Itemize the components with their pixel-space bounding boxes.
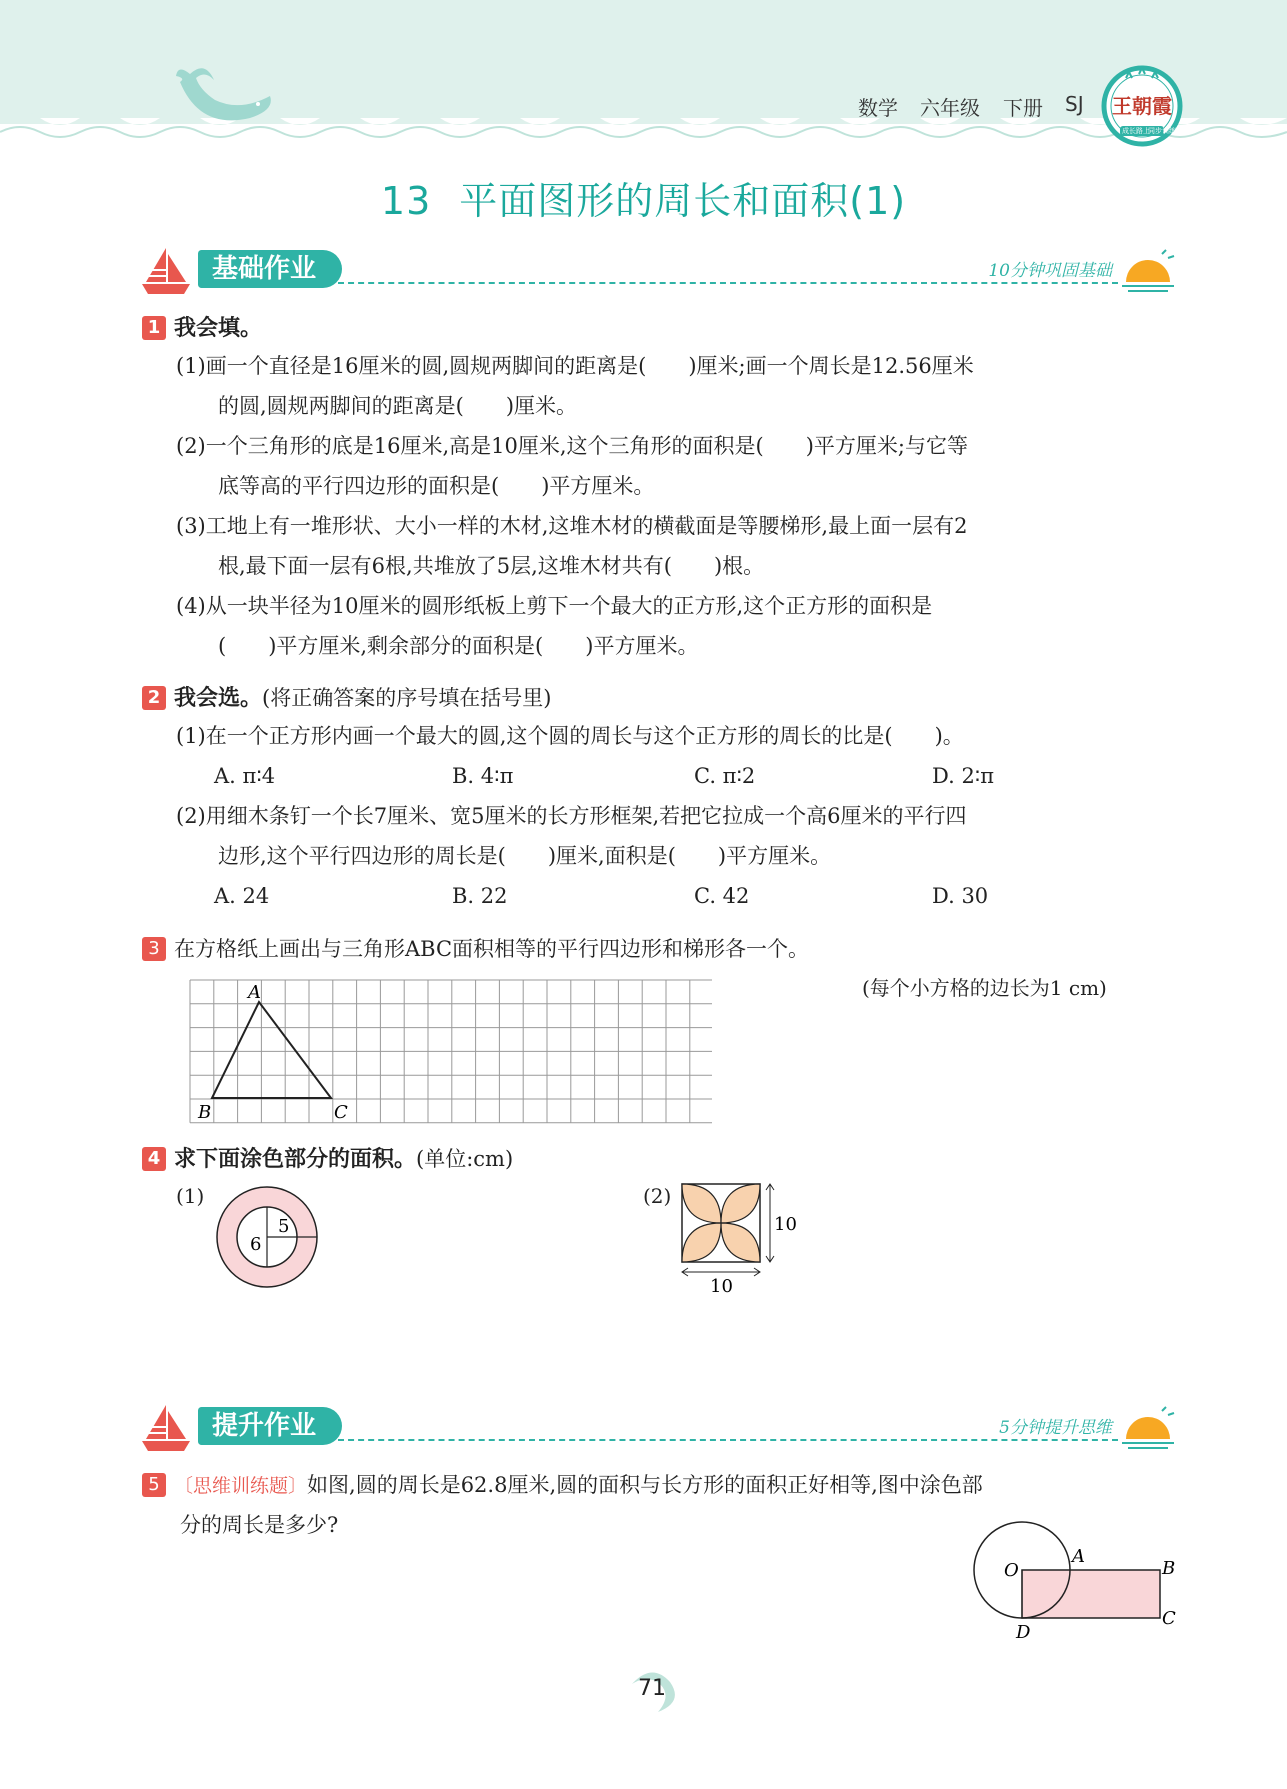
triangle-abc	[212, 1002, 331, 1098]
q2-p1-option-a: A. π∶4	[214, 764, 276, 788]
q3-note: (每个小方格的边长为1 cm)	[862, 976, 1107, 1000]
q2-p2-line-1: (2)用细木条钉一个长7厘米、宽5厘米的长方形框架,若把它拉成一个高6厘米的平行四	[176, 804, 967, 828]
header-volume: 下册	[1003, 96, 1043, 120]
q4-unit: (单位:cm)	[416, 1147, 514, 1171]
q2-number: 2	[142, 686, 166, 710]
q1-line-4: 底等高的平行四边形的面积是( )平方厘米。	[218, 474, 655, 498]
lesson-number: 13	[380, 179, 432, 223]
label-a: A	[1072, 1546, 1085, 1567]
sun-icon	[1118, 1403, 1178, 1453]
q2-p2-option-c: C. 42	[694, 884, 750, 908]
petal-bottom-label: 10	[710, 1276, 733, 1297]
section-label: 提升作业	[198, 1407, 342, 1445]
q2-p1-option-b: B. 4∶π	[452, 764, 514, 788]
banner-divider	[338, 282, 1118, 284]
q2-heading	[142, 681, 551, 712]
q3-heading	[142, 933, 809, 963]
ring-outer-label: 6	[250, 1234, 262, 1255]
q1-line-3: (2)一个三角形的底是16厘米,高是10厘米,这个三角形的面积是( )平方厘米;与它等	[176, 434, 968, 458]
grid-lines	[190, 980, 712, 1123]
q1-line-8: ( )平方厘米,剩余部分的面积是( )平方厘米。	[218, 634, 699, 658]
petal-side-label: 10	[774, 1214, 797, 1235]
sun-icon	[1118, 246, 1178, 296]
label-c: C	[334, 1102, 348, 1123]
q4-heading-text: 求下面涂色部分的面积。	[174, 1147, 417, 1172]
q1-number: 1	[142, 316, 166, 340]
q2-p2-option-d: D. 30	[932, 884, 989, 908]
q5-line-2: 分的周长是多少?	[180, 1513, 339, 1537]
q5-tag: 〔思维训练题〕	[174, 1475, 308, 1497]
label-b: B	[1162, 1558, 1176, 1579]
q1-line-1: (1)画一个直径是16厘米的圆,圆规两脚间的距离是( )厘米;画一个周长是12.56厘米	[176, 354, 974, 378]
brand-sub: 成长路上	[1122, 127, 1150, 135]
section-time-note: 5分钟提升思维	[999, 1418, 1112, 1438]
q2-p2-option-a: A. 24	[214, 884, 270, 908]
label-b: B	[198, 1102, 212, 1123]
header-subject: 数学	[858, 96, 898, 120]
section-banner-basic	[138, 240, 1178, 300]
brand-sub-2: 同步训练	[1148, 127, 1176, 135]
q2-heading-text: 我会选。	[174, 686, 263, 711]
header-grade: 六年级	[920, 96, 980, 120]
q5-number: 5	[142, 1473, 166, 1497]
q2-p1-option-c: C. π∶2	[694, 764, 756, 788]
q5-figure	[960, 1510, 1180, 1645]
q2-p1-line: (1)在一个正方形内画一个最大的圆,这个圆的周长与这个正方形的周长的比是( )。	[176, 724, 964, 748]
banner-divider	[338, 1439, 1118, 1441]
section-banner-advanced	[138, 1397, 1178, 1457]
q4-petal-figure	[678, 1180, 808, 1300]
q4-fig1-label: (1)	[176, 1184, 205, 1208]
q1-line-5: (3)工地上有一堆形状、大小一样的木材,这堆木材的横截面是等腰梯形,最上面一层有2	[176, 514, 968, 538]
q1-heading	[142, 311, 262, 342]
sailboat-icon	[140, 1401, 192, 1453]
q2-heading-note: (将正确答案的序号填在括号里)	[262, 686, 552, 710]
q3-number: 3	[142, 937, 166, 961]
label-a: A	[248, 982, 261, 1003]
q1-heading-text: 我会填。	[174, 316, 263, 341]
page-number-block	[622, 1666, 682, 1716]
brand-logo	[1100, 64, 1184, 148]
q2-p1-option-d: D. 2∶π	[932, 764, 995, 788]
lesson-title: 平面图形的周长和面积(1)	[459, 179, 907, 223]
label-c: C	[1162, 1608, 1176, 1629]
brand-name: 王朝霞	[1112, 94, 1172, 118]
q5-text-1: 如图,圆的周长是62.8厘米,圆的面积与长方形的面积正好相等,图中涂色部	[307, 1473, 983, 1497]
q2-p2-option-b: B. 22	[452, 884, 508, 908]
label-d: D	[1016, 1622, 1031, 1643]
ring-inner-label: 5	[278, 1216, 290, 1237]
q3-text: 在方格纸上画出与三角形ABC面积相等的平行四边形和梯形各一个。	[174, 937, 810, 961]
sailboat-icon	[140, 244, 192, 296]
page-title	[0, 170, 1287, 225]
q4-fig2-label: (2)	[643, 1184, 672, 1208]
section-time-note: 10分钟巩固基础	[988, 261, 1112, 281]
header-edition: SJ	[1065, 92, 1084, 116]
q1-line-2: 的圆,圆规两脚间的距离是( )厘米。	[218, 394, 578, 418]
page-header-decoration	[0, 0, 1287, 150]
q1-line-7: (4)从一块半径为10厘米的圆形纸板上剪下一个最大的正方形,这个正方形的面积是	[176, 594, 933, 618]
q1-line-6: 根,最下面一层有6根,共堆放了5层,这堆木材共有( )根。	[218, 554, 765, 578]
q4-number: 4	[142, 1147, 166, 1171]
q2-p2-line-2: 边形,这个平行四边形的周长是( )厘米,面积是( )平方厘米。	[218, 844, 832, 868]
q4-heading	[142, 1142, 513, 1173]
q4-ring-figure	[212, 1182, 322, 1292]
q3-grid-figure	[188, 978, 712, 1124]
page-number: 71	[638, 1676, 666, 1701]
q5-line-1	[142, 1465, 983, 1506]
section-label: 基础作业	[198, 250, 342, 288]
label-o: O	[1004, 1560, 1019, 1581]
